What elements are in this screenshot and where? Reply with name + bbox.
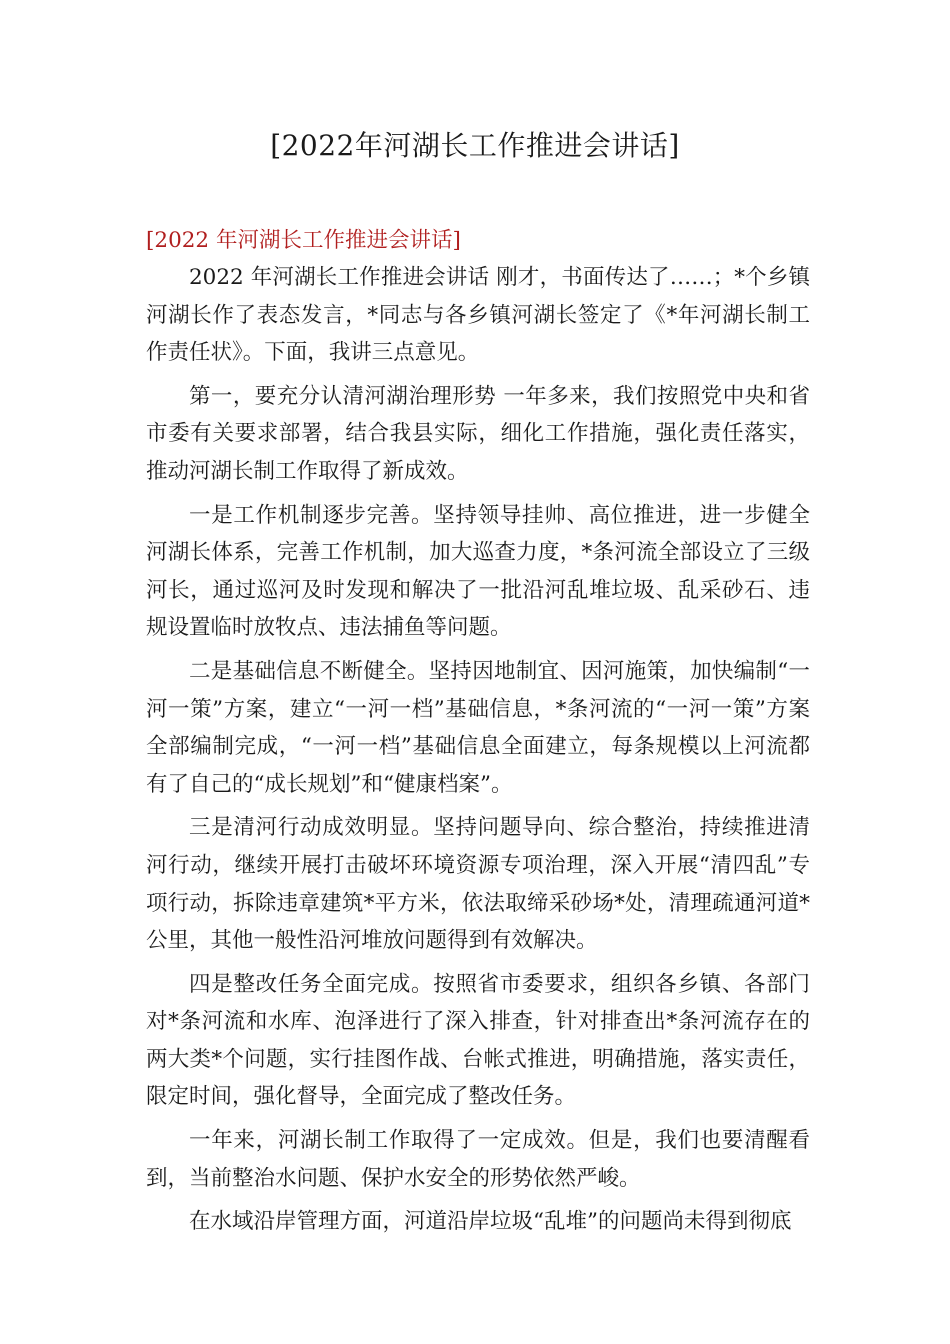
document-body	[146, 222, 810, 1247]
document-subtitle: [2022 年河湖长工作推进会讲话]	[146, 228, 461, 253]
paragraph-shoreline: 在水域沿岸管理方面，河道沿岸垃圾“乱堆”的问题尚未得到彻底	[189, 1209, 792, 1235]
paragraph-basic-info: 二是基础信息不断健全。坚持因地制宜、因河施策，加快编制“一河一策”方案，建立“一河一档”基础信息，*条河流的“一河一策”方案全部编制完成，“一河一档”基础信息全面建立，每条规模以上河流都有了自己的“成长规划”和“健康档案”。	[146, 658, 810, 797]
paragraph-clean-river: 三是清河行动成效明显。坚持问题导向、综合整治，持续推进清河行动，继续开展打击破坏环境资源专项治理，深入开展“清四乱”专项行动，拆除违章建筑*平方米，依法取缔采砂场*处，清理疏通河道*公里，其他一般性沿河堆放问题得到有效解决。	[146, 815, 810, 954]
paragraph-first-point: 第一，要充分认清河湖治理形势 一年多来，我们按照党中央和省市委有关要求部署，结合我县实际，细化工作措施，强化责任落实，推动河湖长制工作取得了新成效。	[146, 383, 810, 484]
paragraph-intro: 2022 年河湖长工作推进会讲话 刚才，书面传达了……；*个乡镇河湖长作了表态发言，*同志与各乡镇河湖长签定了《*年河湖长制工作责任状》。下面，我讲三点意见。	[146, 265, 810, 366]
document-title: [2022年河湖长工作推进会讲话]	[270, 129, 680, 162]
paragraph-rectification: 四是整改任务全面完成。按照省市委要求，组织各乡镇、各部门对*条河流和水库、泡泽进行了深入排查，针对排查出*条河流存在的两大类*个问题，实行挂图作战、台帐式推进，明确措施，落实责任，限定时间，强化督导，全面完成了整改任务。	[146, 971, 810, 1110]
paragraph-mechanism: 一是工作机制逐步完善。坚持领导挂帅、高位推进，进一步健全河湖长体系，完善工作机制，加大巡查力度，*条河流全部设立了三级河长，通过巡河及时发现和解决了一批沿河乱堆垃圾、乱采砂石、违规设置临时放牧点、违法捕鱼等问题。	[146, 502, 810, 641]
paragraph-summary: 一年来，河湖长制工作取得了一定成效。但是，我们也要清醒看到，当前整治水问题、保护水安全的形势依然严峻。	[146, 1128, 810, 1191]
